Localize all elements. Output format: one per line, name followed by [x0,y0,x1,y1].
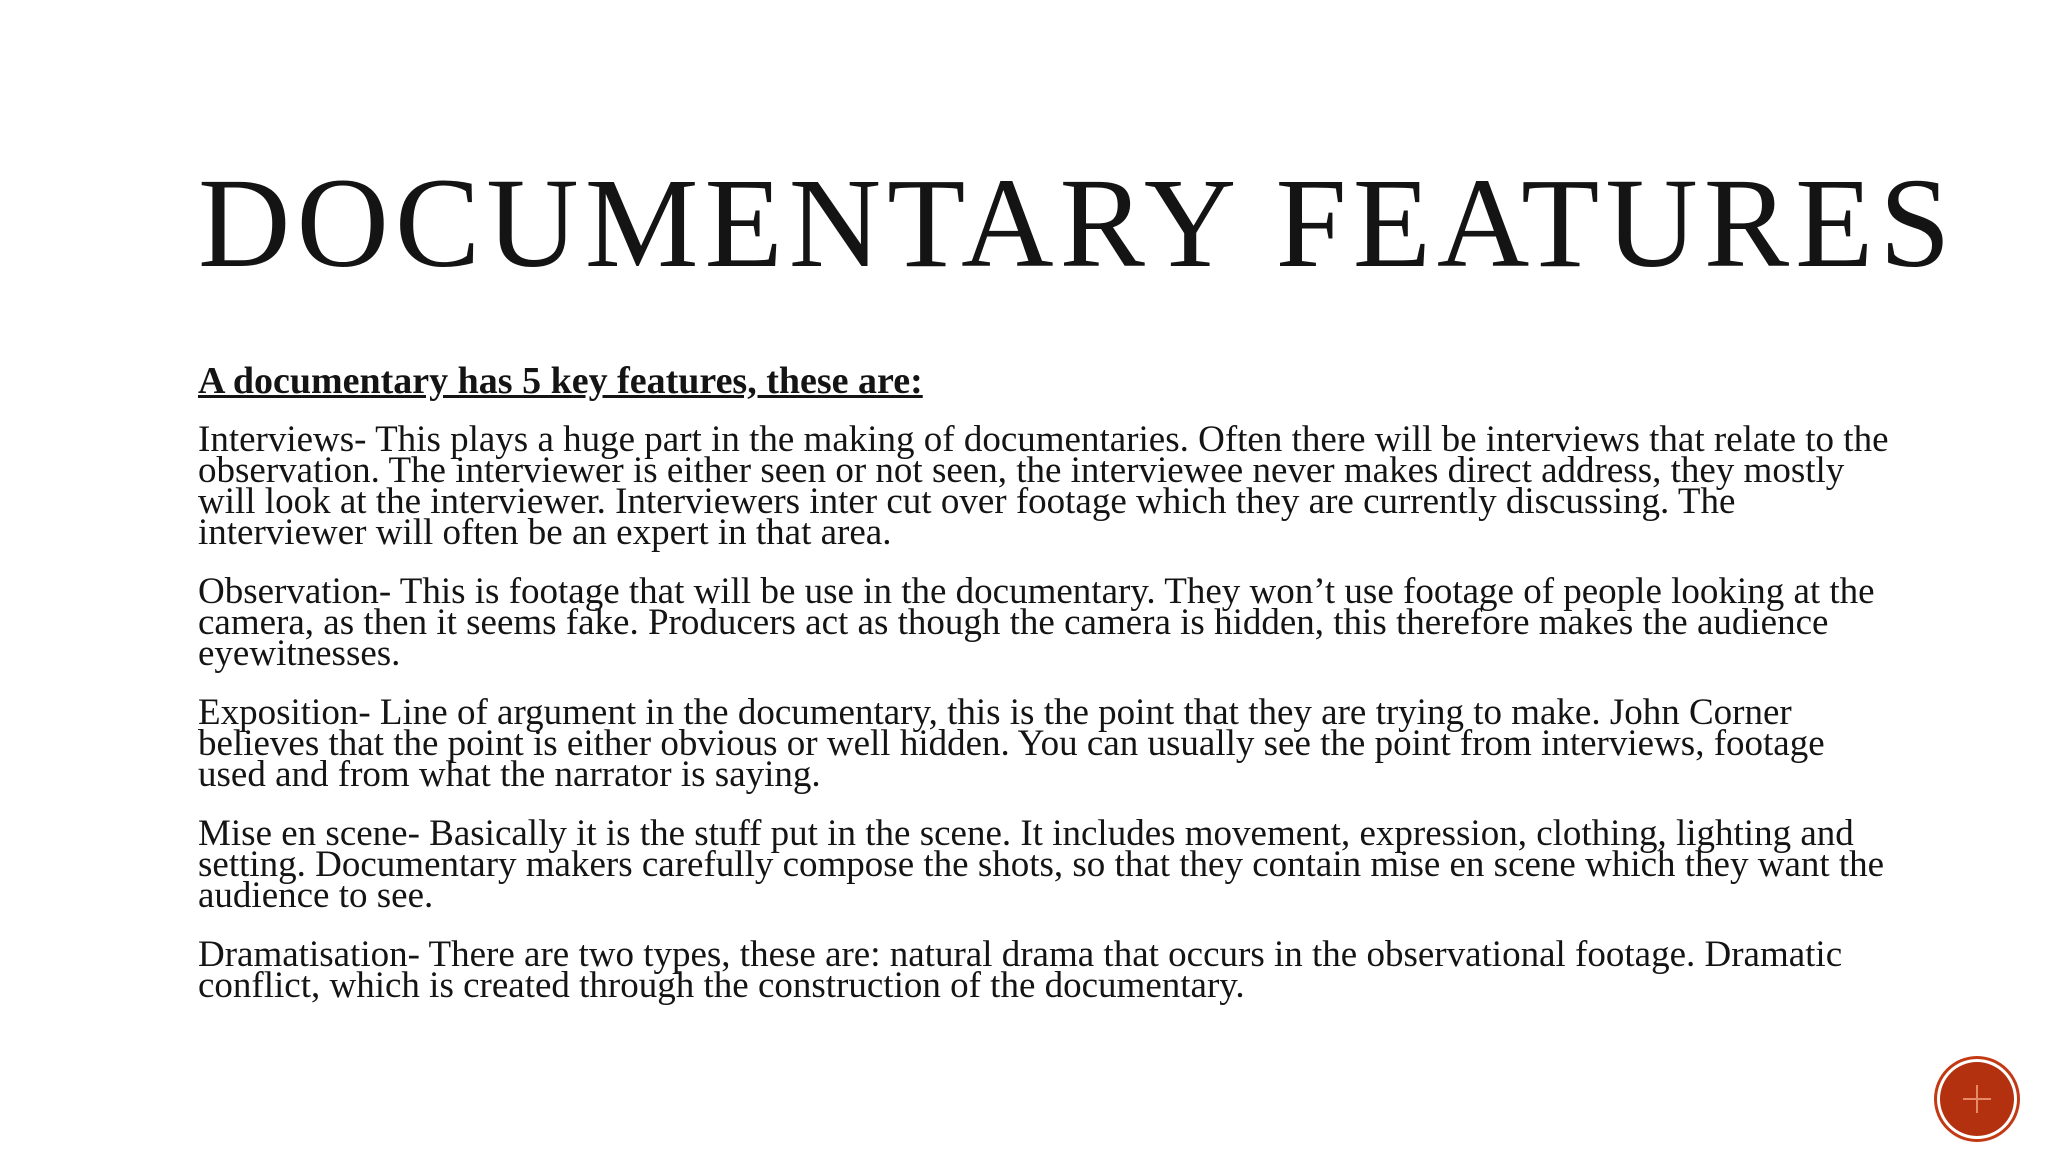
feature-paragraph-dramatisation: Dramatisation- There are two types, these are: natural drama that occurs in the observational footage. Dramatic conflict, which is created through the construction of the documentary. [198,934,1843,1006]
slide-content [198,358,1898,1029]
feature-paragraph-mise-en-scene: Mise en scene- Basically it is the stuff put in the scene. It includes movement, expression, clothing, lighting and setting. Documentary makers carefully compose the shots, so that they contain mise en scene which they want the audience to see. [198,813,1885,916]
feature-paragraph-observation: Observation- This is footage that will be use in the documentary. They won’t use footage of people looking at the camera, as then it seems fake. Producers act as though the camera is hidden, this therefore makes the audience eyewitnesses. [198,571,1875,674]
feature-paragraph-exposition: Exposition- Line of argument in the documentary, this is the point that they are trying to make. John Corner believes that the point is either obvious or well hidden. You can usually see the point from interviews, footage used and from what the narrator is saying. [198,692,1825,795]
next-slide-button[interactable] [1940,1062,2014,1136]
feature-paragraph-interviews: Interviews- This plays a huge part in the making of documentaries. Often there will be interviews that relate to the observation. The interviewer is either seen or not seen, the interviewee never makes direct address, they mostly will look at the interviewer. Interviewers inter cut over footage which they are currently discussing. The interviewer will often be an expert in that area. [198,419,1889,553]
next-slide-icon [1957,1079,1997,1119]
slide-title: DOCUMENTARY FEATURES [198,152,1957,294]
intro-heading: A documentary has 5 key features, these are: [198,360,923,402]
